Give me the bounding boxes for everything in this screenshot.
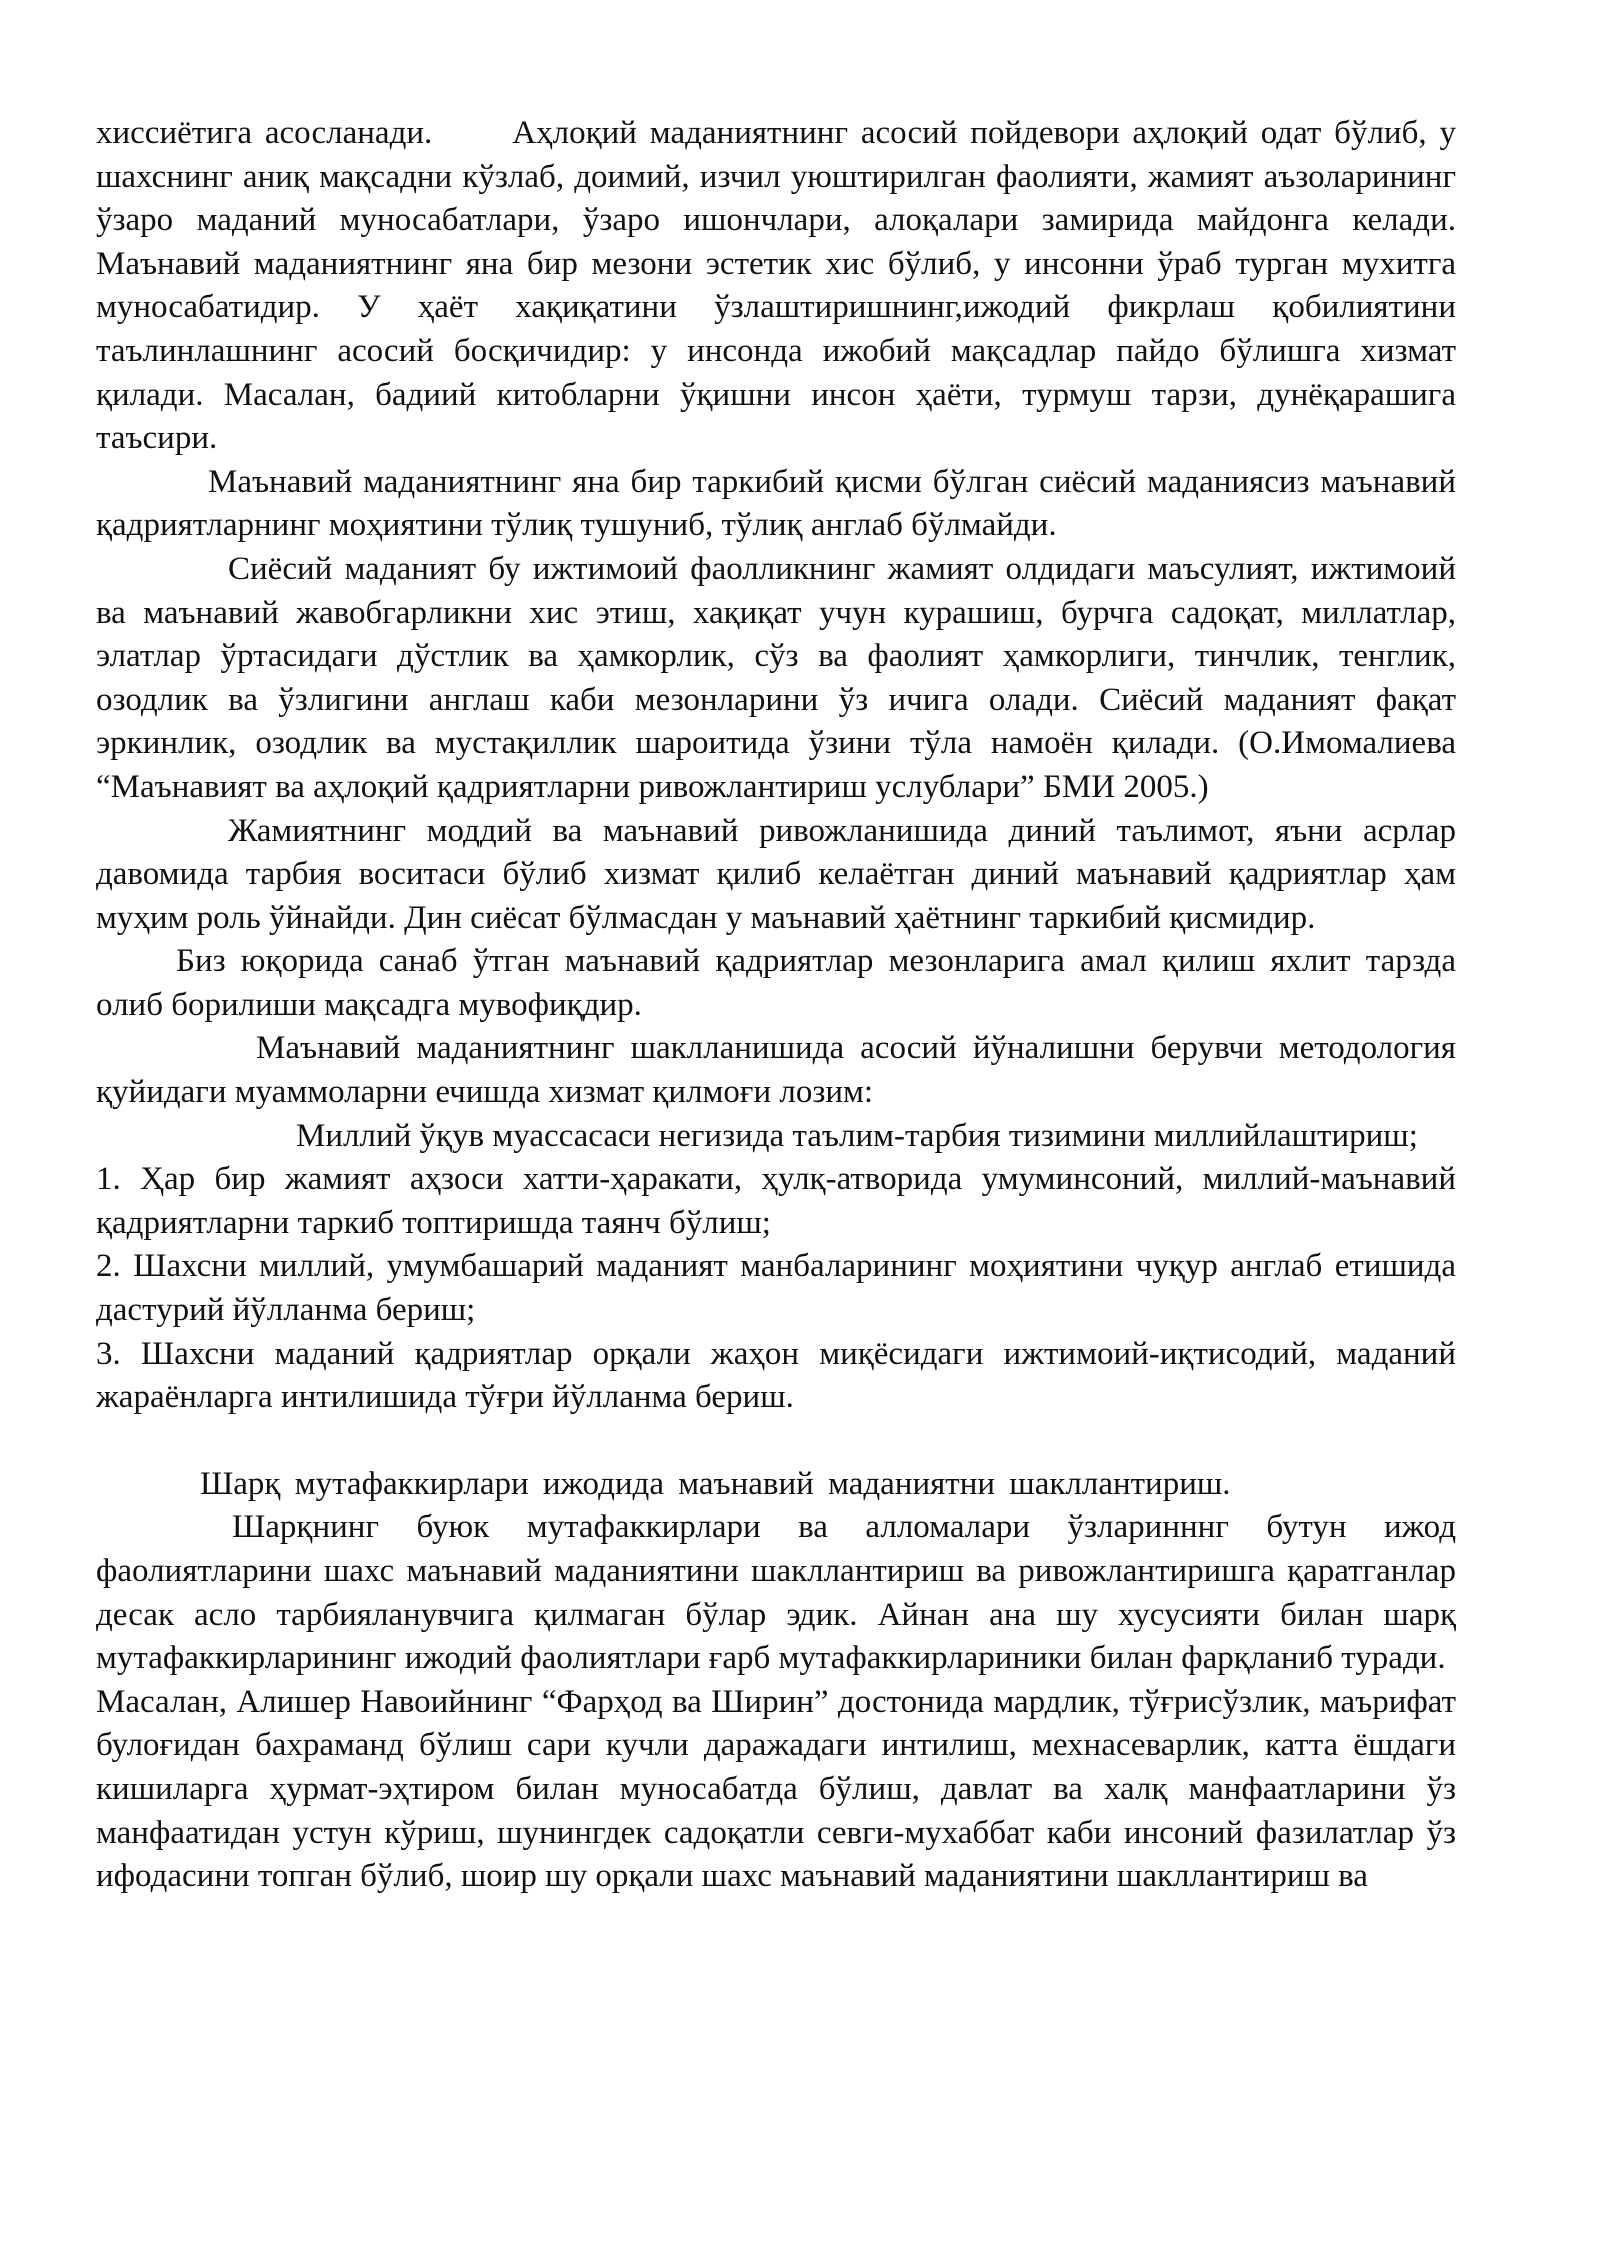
list-item-3: 3. Шахсни маданий қадриятлар орқали жаҳон миқёсидаги ижтимоий-иқтисодий, маданий жараёнларга интилишида тўғри йўлланма бериш. xyxy=(96,1335,1456,1416)
paragraph-1-lead: хиссиётига асосланади. xyxy=(96,115,433,151)
paragraph-4: Жамиятнинг моддий ва маънавий ривожланишида диний таълимот, яъни асрлар давомида тарбия воситаси бўлиб хизмат қилиб келаётган диний маънавий қадриятлар ҳам муҳим роль ўйнайди. Дин сиёсат бўлмасдан у маънавий ҳаётнинг таркибий қисмидир. xyxy=(96,812,1456,936)
paragraph-5: Биз юқорида санаб ўтган маънавий қадриятлар мезонларига амал қилиш яхлит тарзда олиб борилиши мақсадга мувофиқдир. xyxy=(96,943,1456,1023)
list-item-2: 2. Шахсни миллий, умумбашарий маданият манбаларининг моҳиятини чуқур англаб етишида дастурий йўлланма бериш; xyxy=(96,1248,1456,1329)
paragraph-1-text: Аҳлоқий маданиятнинг асосий пойдевори аҳлоқий одат бўлиб, у шахснинг аниқ мақсадни кўзлаб, доимий, изчил уюштирилган фаолияти, жамият аъзоларининг ўзаро маданий муносабатлари, ўзаро ишончлари, алоқалари замирида майдонга келади. Маънавий маданиятнинг яна бир мезони эстетик хис бўлиб, у инсонни ўраб турган мухитга муносабатидир. У ҳаёт хақиқатини ўзлаштиришнинг,ижодий фикрлаш қобилиятини таълинлашнинг асосий босқичидир: у инсонда ижобий мақсадлар пайдо бўлишга хизмат қилади. Масалан, бадиий китобларни ўқишни инсон ҳаёти, турмуш тарзи, дунёқарашига таъсири. xyxy=(96,115,1456,457)
paragraph-1 xyxy=(96,112,1456,461)
section-heading: Шарқ мутафаккирлари ижодида маънавий маданиятни шакллантириш. xyxy=(200,1465,1231,1502)
list-item-1: 1. Ҳар бир жамият аҳзоси хатти-ҳаракати, ҳулқ-атворида умуминсоний, миллий-маънавий қадриятларни таркиб топтиришда таянч бўлиш; xyxy=(96,1161,1456,1241)
paragraph-2: Маънавий маданиятнинг яна бир таркибий қисми бўлган сиёсий маданиясиз маънавий қадриятларнинг моҳиятини тўлиқ тушуниб, тўлиқ англаб бўлмайди. xyxy=(96,463,1456,544)
paragraph-3: Сиёсий маданият бу ижтимоий фаолликнинг жамият олдидаги маъсулият, ижтимоий ва маънавий жавобгарликни хис этиш, хақиқат учун курашиш, бурчга садоқат, миллатлар, элатлар ўртасидаги дўстлик ва ҳамкорлик, сўз ва фаолият ҳамкорлиги, тинчлик, тенглик, озодлик ва ўзлигини англаш каби мезонларини ўз ичига олади. Сиёсий маданият фақат эркинлик, озодлик ва мустақиллик шароитида ўзини тўла намоён қилади. (О.Имомалиева “Маънавият ва аҳлоқий қадриятларни ривожлантириш услублари” БМИ 2005.) xyxy=(96,550,1456,805)
paragraph-7: Миллий ўқув муассасаси негизида таълим-тарбия тизимини миллийлаштириш; xyxy=(296,1117,1418,1154)
paragraph-6: Маънавий маданиятнинг шаклланишида асосий йўналишни берувчи методология қуйидаги муаммоларни ечишда хизмат қилмоғи лозим: xyxy=(96,1030,1456,1111)
paragraph-8: Шарқнинг буюк мутафаккирлари ва алломалари ўзларинннг бутун ижод фаолиятларини шахс маънавий маданиятини шакллантириш ва ривожлантиришга қаратганлар десак асло тарбияланувчига қилмаган бўлар эдик. Айнан ана шу хусусияти билан шарқ мутафаккирларининг ижодий фаолиятлари ғарб мутафаккирлариники билан фарқланиб туради. xyxy=(96,1509,1456,1677)
document-page xyxy=(96,112,1456,1899)
paragraph-9: Масалан, Алишер Навоийнинг “Фарҳод ва Ширин” достонида мардлик, тўғрисўзлик, маърифат булоғидан бахраманд бўлиш сари кучли даражадаги интилиш, мехнасеварлик, катта ёшдаги кишиларга ҳурмат-эҳтиром билан муносабатда бўлиш, давлат ва халқ манфаатларини ўз манфаатидан устун кўриш, шунингдек садоқатли севги-мухаббат каби инсоний фазилатлар ўз ифодасини топган бўлиб, шоир шу орқали шахс маънавий маданиятини шакллантириш ва xyxy=(96,1683,1456,1895)
